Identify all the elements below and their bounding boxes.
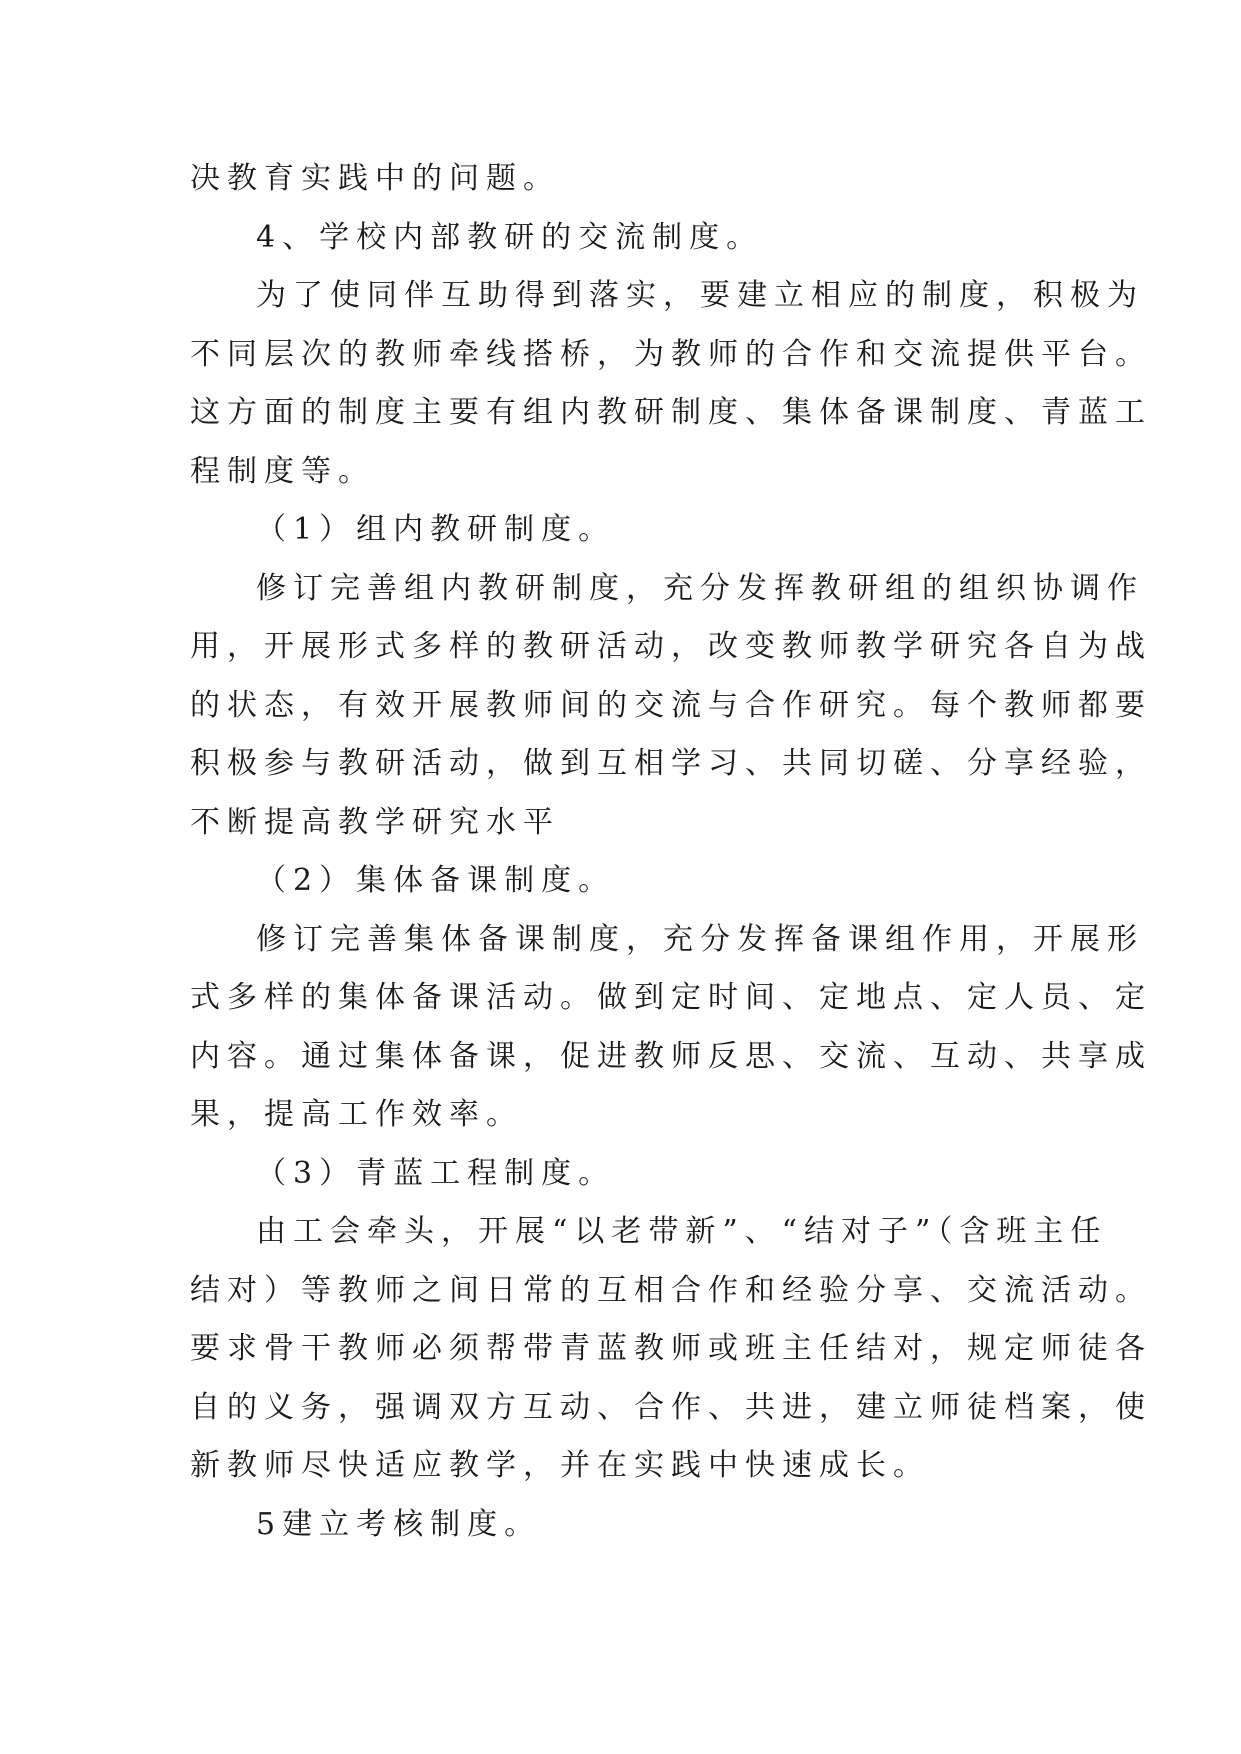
text-line: 由工会牵头，开展“以老带新”、“结对子”（含班主任 xyxy=(256,1214,1108,1249)
text-line: 为了使同伴互助得到落实，要建立相应的制度，积极为 xyxy=(256,278,1144,313)
text-line: 式多样的集体备课活动。做到定时间、定地点、定人员、定 xyxy=(190,980,1152,1015)
text-line: 不同层次的教师牵线搭桥，为教师的合作和交流提供平台。 xyxy=(190,336,1152,372)
text-line: 不断提高教学研究水平 xyxy=(190,804,560,840)
text-line: 要求骨干教师必须帮带青蓝教师或班主任结对，规定师徒各 xyxy=(190,1331,1152,1366)
text-line: 这方面的制度主要有组内教研制度、集体备课制度、青蓝工 xyxy=(190,395,1152,430)
subsection-heading: （1）组内教研制度。 xyxy=(256,512,616,547)
section-heading: 4、学校内部教研的交流制度。 xyxy=(256,219,764,255)
text-line: 积极参与教研活动，做到互相学习、共同切磋、分享经验， xyxy=(190,746,1152,781)
text-line: 内容。通过集体备课，促进教师反思、交流、互动、共享成 xyxy=(190,1038,1152,1074)
text-line: 新教师尽快适应教学，并在实践中快速成长。 xyxy=(190,1448,930,1483)
text-line: 自的义务，强调双方互动、合作、共进，建立师徒档案，使 xyxy=(190,1389,1152,1425)
subsection-heading: （3）青蓝工程制度。 xyxy=(256,1155,616,1191)
subsection-heading: （2）集体备课制度。 xyxy=(256,863,616,898)
section-heading: 5建立考核制度。 xyxy=(256,1506,542,1542)
text-line: 结对）等教师之间日常的互相合作和经验分享、交流活动。 xyxy=(190,1272,1152,1308)
text-line: 程制度等。 xyxy=(190,453,375,489)
text-line: 修订完善集体备课制度，充分发挥备课组作用，开展形 xyxy=(256,921,1144,957)
text-line: 用，开展形式多样的教研活动，改变教师教学研究各自为战 xyxy=(190,629,1152,664)
text-line: 修订完善组内教研制度，充分发挥教研组的组织协调作 xyxy=(256,570,1144,606)
document-body xyxy=(190,161,1152,1565)
text-line: 的状态，有效开展教师间的交流与合作研究。每个教师都要 xyxy=(190,687,1152,723)
text-line: 决教育实践中的问题。 xyxy=(190,161,560,196)
text-line: 果，提高工作效率。 xyxy=(190,1097,523,1132)
